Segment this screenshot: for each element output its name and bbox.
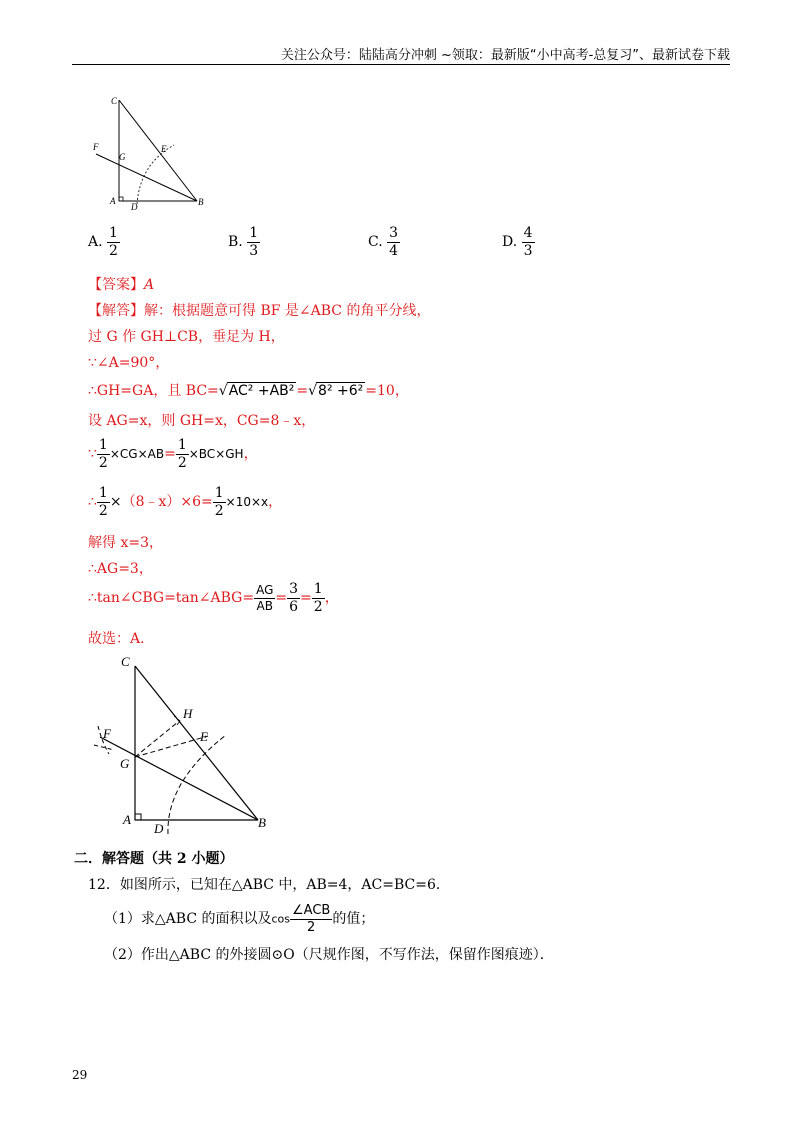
option-d: D. $\frac{4}{3}$ — [502, 225, 533, 259]
small-label-C: C — [111, 96, 118, 106]
small-label-A: A — [110, 196, 116, 206]
large-label-F: F — [103, 726, 111, 741]
large-label-D: D — [154, 821, 164, 836]
question-12-stem: 12．如图所示，已知在△ABC 中，AB=4，AC=BC=6． — [88, 877, 450, 893]
question-12-part-1: （1）求△ABC 的面积以及cos $\frac{\text{∠ACB}}{2}$ 的值； — [104, 903, 375, 935]
small-label-E: E — [161, 144, 167, 154]
small-label-B: B — [198, 197, 204, 207]
solution-line-11: 故选：A． — [88, 631, 155, 647]
large-label-C: C — [121, 654, 130, 669]
solution-line-1: 【解答】解：根据题意可得 BF 是∠ABC 的角平分线， — [88, 303, 431, 319]
solution-line-2: 过 G 作 GH⊥CB，垂足为 H， — [88, 329, 285, 345]
large-label-B: B — [258, 815, 266, 830]
page-number: 29 — [72, 1068, 88, 1082]
large-label-H: H — [183, 706, 193, 721]
small-triangle-figure — [88, 92, 218, 214]
solution-line-4: ∴GH=GA，且 BC=√AC² +AB² =√8² +6² =10， — [88, 383, 409, 399]
large-label-G: G — [120, 756, 130, 771]
solution-line-10: ∴tan∠CBG=tan∠ABG= $\frac{AG}{AB}$ = $\frac{3}{6}$ = $\frac{1}{2}$ ， — [88, 581, 339, 615]
question-12-part-2: （2）作出△ABC 的外接圆⊙O（尺规作图，不写作法，保留作图痕迹）． — [104, 947, 554, 963]
large-label-E: E — [200, 729, 208, 744]
page-header: 关注公众号：陆陆高分冲刺 ~领取：最新版“小中高考-总复习”、最新试卷下载 — [280, 48, 730, 63]
answer-line: 【答案】A — [88, 277, 155, 293]
large-label-A: A — [123, 812, 131, 827]
section-title: 二．解答题（共 2 小题） — [74, 851, 234, 867]
option-c: C. $\frac{3}{4}$ — [368, 225, 399, 259]
small-label-G: G — [119, 152, 126, 162]
solution-line-6: ∵ $\frac{1}{2}$ ×CG×AB= $\frac{1}{2}$ ×BC×GH， — [88, 437, 258, 471]
solution-line-9: ∴AG=3， — [88, 561, 153, 577]
solution-line-8: 解得 x=3， — [88, 535, 163, 551]
solution-line-3: ∵∠A=90°， — [88, 355, 170, 371]
header-divider — [72, 64, 730, 65]
option-b: B. $\frac{1}{3}$ — [228, 225, 259, 259]
small-label-D: D — [131, 202, 138, 212]
solution-line-5: 设 AG=x，则 GH=x，CG=8﹣x， — [88, 413, 316, 429]
large-triangle-figure — [92, 650, 282, 840]
option-a: A. $\frac{1}{2}$ — [88, 225, 118, 259]
small-label-F: F — [93, 142, 99, 152]
solution-line-7: ∴ $\frac{1}{2}$ ×（8﹣x）×6= $\frac{1}{2}$ ×10×x， — [88, 485, 283, 519]
